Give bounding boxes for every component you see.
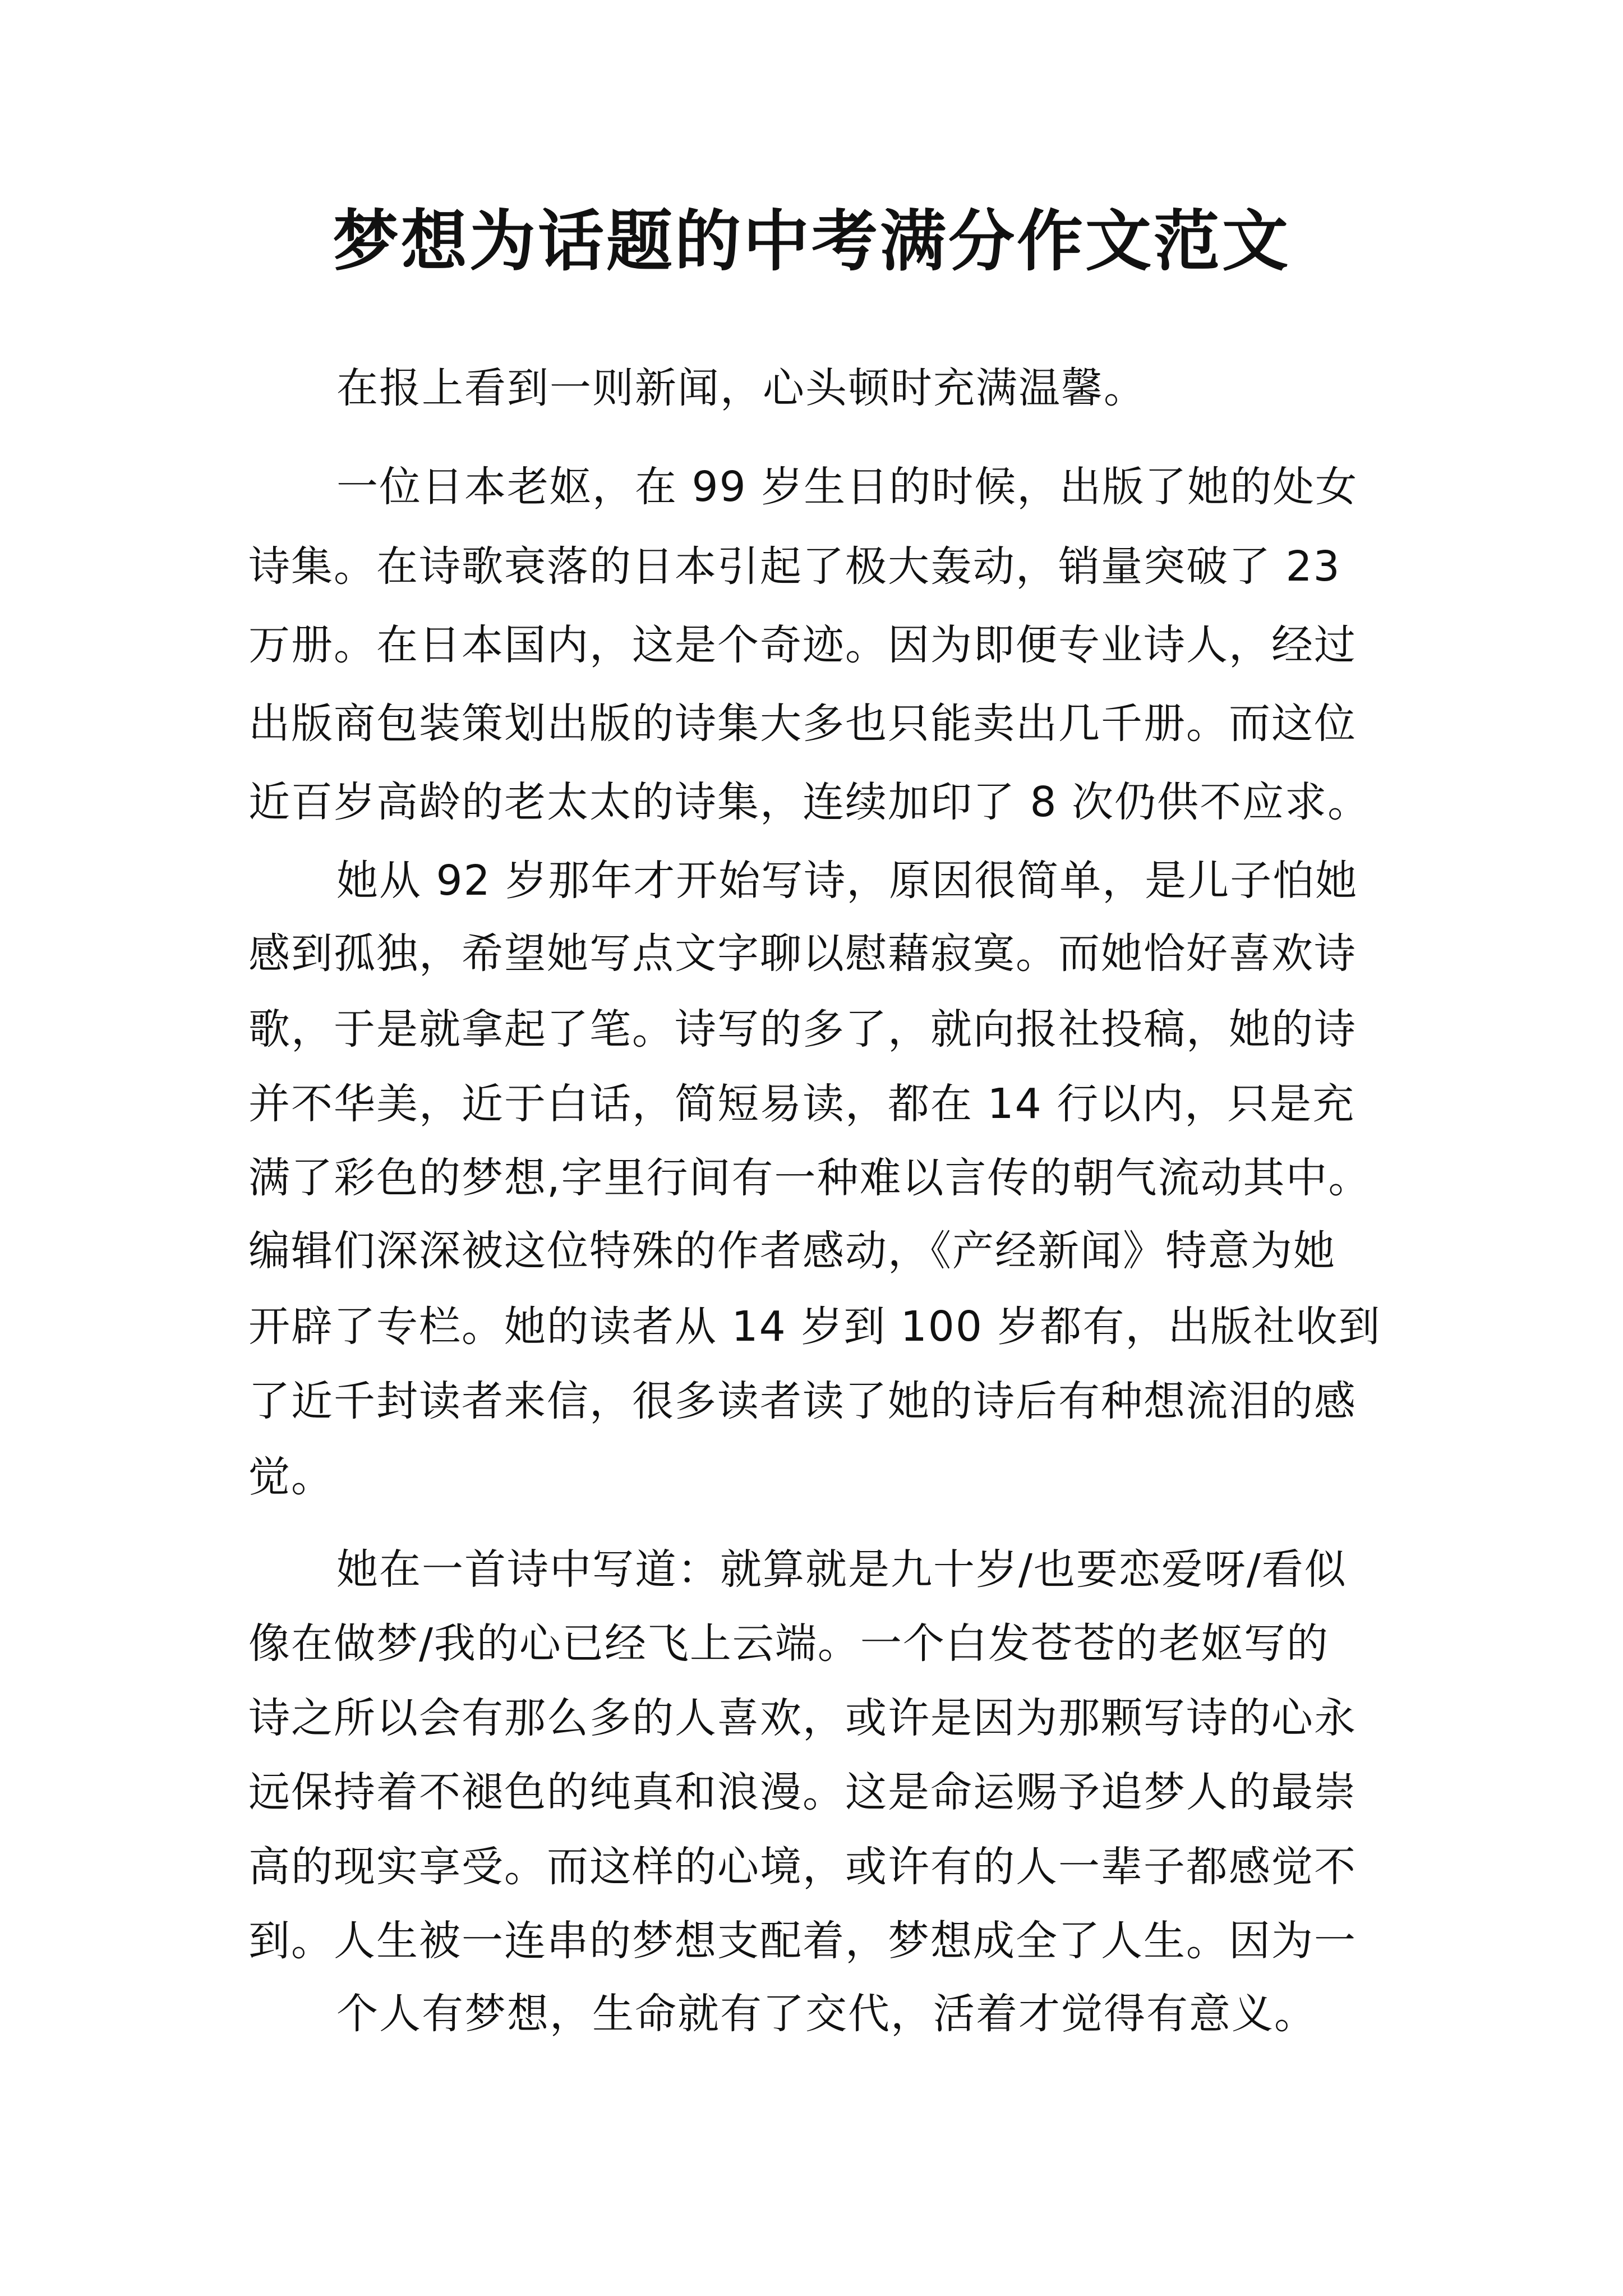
text-line: 像在做梦/我的心已经飞上云端。一个白发苍苍的老妪写的: [248, 1619, 1329, 1668]
text-line: 并不华美，近于白话，简短易读，都在 14 行以内，只是充: [248, 1080, 1355, 1128]
text-line: 在报上看到一则新闻，心头顿时充满温馨。: [336, 364, 1146, 412]
text-line: 觉。: [248, 1453, 334, 1501]
text-line: 高的现实享受。而这样的心境，或许有的人一辈子都感觉不: [248, 1843, 1357, 1891]
text-line: 诗之所以会有那么多的人喜欢，或许是因为那颗写诗的心永: [248, 1694, 1357, 1742]
text-line: 了近千封读者来信，很多读者读了她的诗后有种想流泪的感: [248, 1377, 1357, 1425]
text-line: 编辑们深深被这位特殊的作者感动，《产经新闻》特意为她: [248, 1227, 1336, 1275]
text-line: 出版商包装策划出版的诗集大多也只能卖出几千册。而这位: [248, 700, 1357, 748]
text-line: 万册。在日本国内，这是个奇迹。因为即便专业诗人，经过: [248, 621, 1357, 669]
text-line: 一位日本老妪，在 99 岁生日的时候，出版了她的处女: [336, 463, 1358, 511]
text-line: 歌，于是就拿起了笔。诗写的多了，就向报社投稿，她的诗: [248, 1005, 1357, 1053]
text-line: 到。人生被一连串的梦想支配着，梦想成全了人生。因为一: [248, 1917, 1357, 1965]
text-line: 远保持着不褪色的纯真和浪漫。这是命运赐予追梦人的最崇: [248, 1768, 1357, 1816]
text-line: 开辟了专栏。她的读者从 14 岁到 100 岁都有，出版社收到: [248, 1303, 1381, 1351]
document-title: 梦想为话题的中考满分作文范文: [332, 202, 1290, 280]
text-line: 感到孤独，希望她写点文字聊以慰藉寂寞。而她恰好喜欢诗: [248, 930, 1357, 978]
text-line: 她从 92 岁那年才开始写诗，原因很简单，是儿子怕她: [336, 857, 1358, 905]
text-line: 满了彩色的梦想,字里行间有一种难以言传的朝气流动其中。: [248, 1154, 1371, 1202]
text-line: 她在一首诗中写道：就算就是九十岁/也要恋爱呀/看似: [336, 1545, 1347, 1594]
text-line: 诗集。在诗歌衰落的日本引起了极大轰动，销量突破了 23: [248, 542, 1341, 591]
text-line: 近百岁高龄的老太太的诗集，连续加印了 8 次仍供不应求。: [248, 778, 1371, 826]
text-line: 个人有梦想，生命就有了交代，活着才觉得有意义。: [336, 1990, 1317, 2038]
